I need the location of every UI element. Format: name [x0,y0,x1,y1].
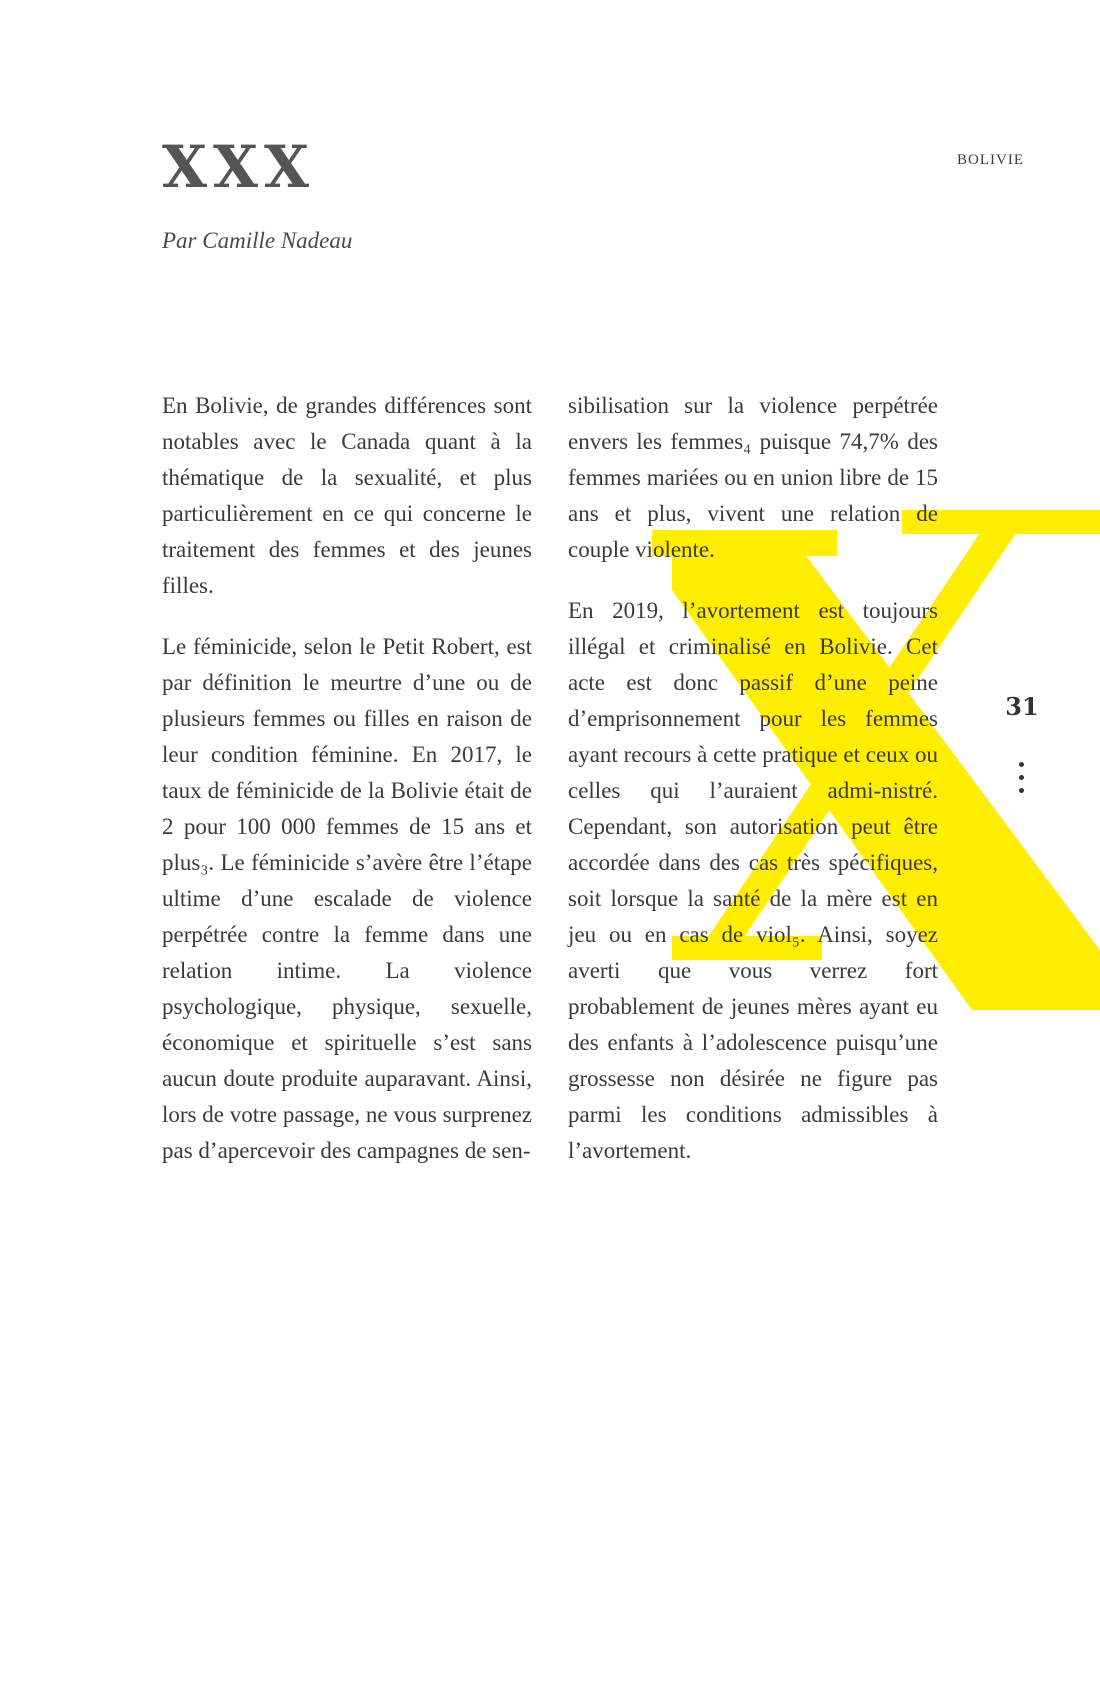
paragraph: sibilisation sur la violence perpétrée envers les femmes₄ puisque 74,7% des femmes mariées ou en union libre de 15 ans et plus, vivent une relation de couple violente. [568,393,938,562]
dot [1019,775,1024,780]
vertical-ellipsis-icon [1018,762,1026,801]
article-column-left [162,388,532,1194]
article-byline: Par Camille Nadeau [162,228,353,253]
paragraph: En 2019, l’avortement est toujours illégal et criminalisé en Bolivie. Cet acte est donc passif d’une peine d’emprisonnement pour les femmes ayant recours à cette pratique et ceux ou celles qui l’auraient admi-nistré. Cependant, son autorisation peut être accordée dans des cas très spécifiques, soit lorsque la santé de la mère est en jeu ou en cas de viol₅. Ainsi, soyez averti que vous verrez fort probablement de jeunes mères ayant eu des enfants à l’adolescence puisqu’une grossesse non désirée ne figure pas parmi les conditions admissibles à l’avortement. [568,598,938,1163]
section-label: BOLIVIE [957,152,1024,168]
paragraph: Le féminicide, selon le Petit Robert, est par définition le meurtre d’une ou de plusieurs femmes ou filles en raison de leur condition féminine. En 2017, le taux de féminicide de la Bolivie était de 2 pour 100 000 femmes de 15 ans et plus₃. Le féminicide s’avère être l’étape ultime d’une escalade de violence perpétrée contre la femme dans une relation intime. La violence psychologique, physique, sexuelle, économique et spirituelle s’est sans aucun doute produite auparavant. Ainsi, lors de votre passage, ne vous surprenez pas d’apercevoir des campagnes de sen- [162,634,532,1163]
article-title: XXX [162,133,316,201]
article-column-right [568,388,938,1194]
page-number: 31 [1005,692,1039,721]
paragraph: En Bolivie, de grandes différences sont notables avec le Canada quant à la thématique de la sexualité, et plus particulièrement en ce qui concerne le traitement des femmes et des jeunes filles. [162,393,532,598]
dot [1019,762,1024,767]
dot [1019,788,1024,793]
